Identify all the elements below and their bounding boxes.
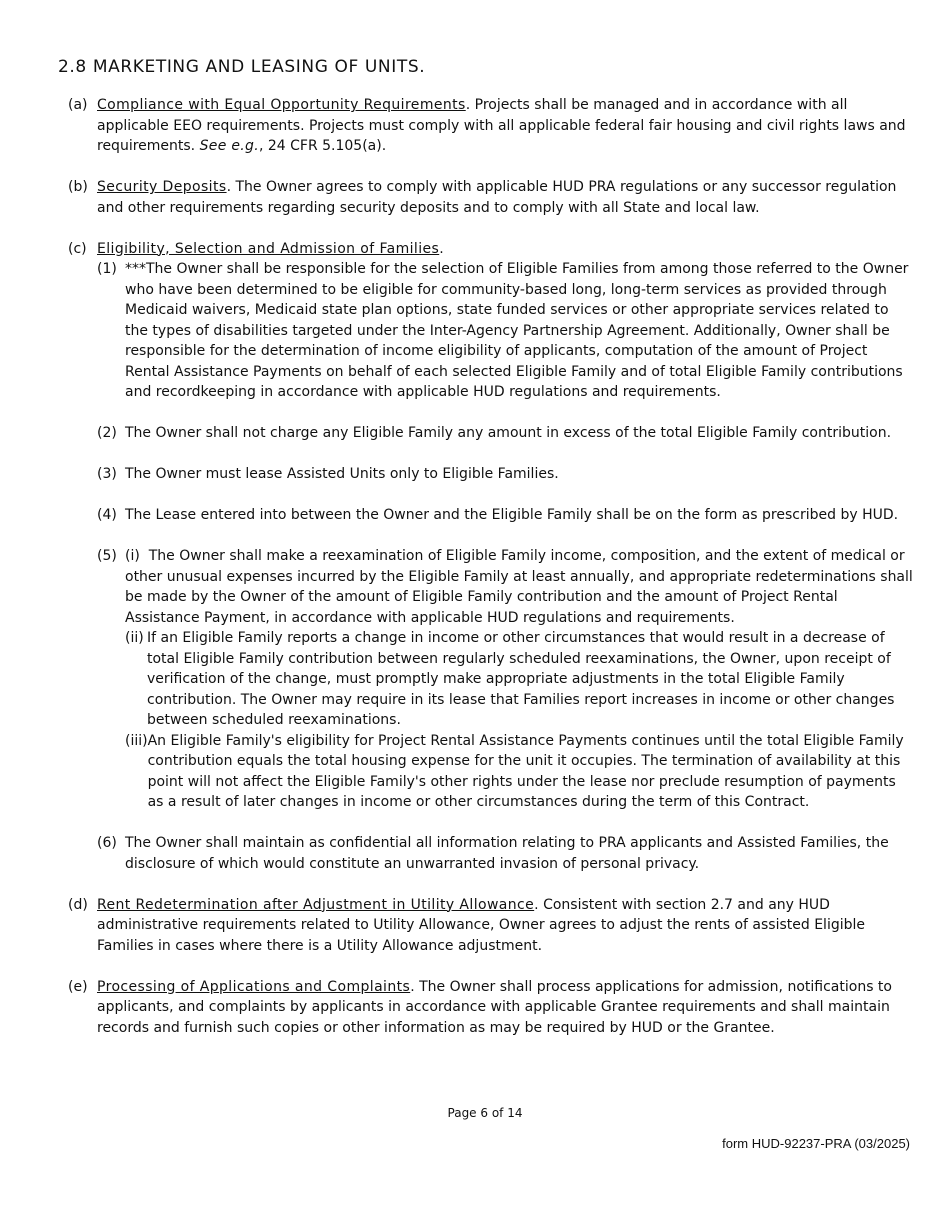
- item-label: (b): [68, 179, 88, 195]
- item-label: (e): [68, 978, 88, 995]
- item-a: (a) Compliance with Equal Opportunity Requirements. Projects shall be managed and in accordance with all applicable EEO requirements. Projects must comply with all applicable federal fair housing and civil rights laws and requirements. See e.g., 24 CFR 5.105(a).: [68, 95, 913, 157]
- item-heading: Security Deposits: [97, 179, 227, 195]
- subitem-c5-iii: (iii) An Eligible Family's eligibility for Project Rental Assistance Payments continues until the total Eligible Family contribution equals the total housing expense for the unit it occupies. The termination of availability at this point will not affect the Eligible Family's other rights under the lease nor preclude resumption of payments as a result of later changes in income or other circumstances during the term of this Contract.: [125, 732, 904, 810]
- section-title: 2.8 MARKETING AND LEASING OF UNITS.: [58, 57, 426, 77]
- see-eg: See e.g.: [199, 138, 259, 154]
- item-label: (a): [68, 97, 88, 113]
- subitem-c5: (5) (i) The Owner shall make a reexamination of Eligible Family income, composition, and the extent of medical or other unusual expenses incurred by the Eligible Family at least annually, and appropriate redeterminations shall be made by the Owner of the amount of Eligible Family contribution and the amount of Project Rental Assistance Payment, in accordance with applicable HUD regulations and requirements.: [97, 548, 913, 626]
- item-heading: Rent Redetermination after Adjustment in Utility Allowance: [97, 896, 535, 913]
- page-number: Page 6 of 14: [447, 1106, 523, 1120]
- subitem-c5-ii: (ii) If an Eligible Family reports a change in income or other circumstances that would result in a decrease of total Eligible Family contribution between regularly scheduled reexaminations, the Owner, upon receipt of verification of the change, must promptly make appropriate adjustments in the total Eligible Family contribution. The Owner may require in its lease that Families report increases in income or other changes between scheduled reexaminations.: [125, 630, 895, 728]
- subitem-c3: (3) The Owner must lease Assisted Units only to Eligible Families.: [97, 466, 559, 482]
- form-number: form HUD-92237-PRA (03/2025): [722, 1136, 910, 1151]
- item-heading: Processing of Applications and Complaints: [97, 978, 411, 995]
- item-d: (d) Rent Redetermination after Adjustment in Utility Allowance. Consistent with section 2.7 and any HUD administrative requirements related to Utility Allowance, Owner agrees to adjust the rents of assisted Eligible Families in cases where there is a Utility Allowance adjustment.: [68, 895, 913, 957]
- item-heading: Eligibility, Selection and Admission of Families: [97, 240, 440, 257]
- item-c: (c) Eligibility, Selection and Admission of Families.: [68, 239, 913, 260]
- item-b: (b) Security Deposits. The Owner agrees to comply with applicable HUD PRA regulations or any successor regulation and other requirements regarding security deposits and to comply with all State and local law.: [68, 177, 913, 218]
- item-heading: Compliance with Equal Opportunity Requirements: [97, 97, 466, 113]
- item-e: (e) Processing of Applications and Complaints. The Owner shall process applications for admission, notifications to applicants, and complaints by applicants in accordance with applicable Grantee requirements and shall maintain records and furnish such copies or other information as may be required by HUD or the Grantee.: [68, 977, 913, 1039]
- subitem-c4: (4) The Lease entered into between the Owner and the Eligible Family shall be on the form as prescribed by HUD.: [97, 507, 899, 523]
- subitem-c2: (2) The Owner shall not charge any Eligible Family any amount in excess of the total Eligible Family contribution.: [97, 425, 892, 441]
- subitem-c6: (6) The Owner shall maintain as confidential all information relating to PRA applicants and Assisted Families, the disclosure of which would constitute an unwarranted invasion of personal privacy.: [97, 835, 889, 872]
- section-body: [68, 95, 913, 1038]
- subitem-c1: (1) ***The Owner shall be responsible for the selection of Eligible Families from among those referred to the Owner who have been determined to be eligible for community-based long, long-term services as provided through Medicaid waivers, Medicaid state plan options, state funded services or other appropriate services related to the types of disabilities targeted under the Inter-Agency Partnership Agreement. Additionally, Owner shall be responsible for the determination of income eligibility of applicants, computation of the amount of Project Rental Assistance Payments on behalf of each selected Eligible Family and of total Eligible Family contributions and recordkeeping in accordance with applicable HUD regulations and requirements.: [97, 261, 909, 400]
- item-label: (c): [68, 240, 87, 257]
- item-label: (d): [68, 896, 88, 913]
